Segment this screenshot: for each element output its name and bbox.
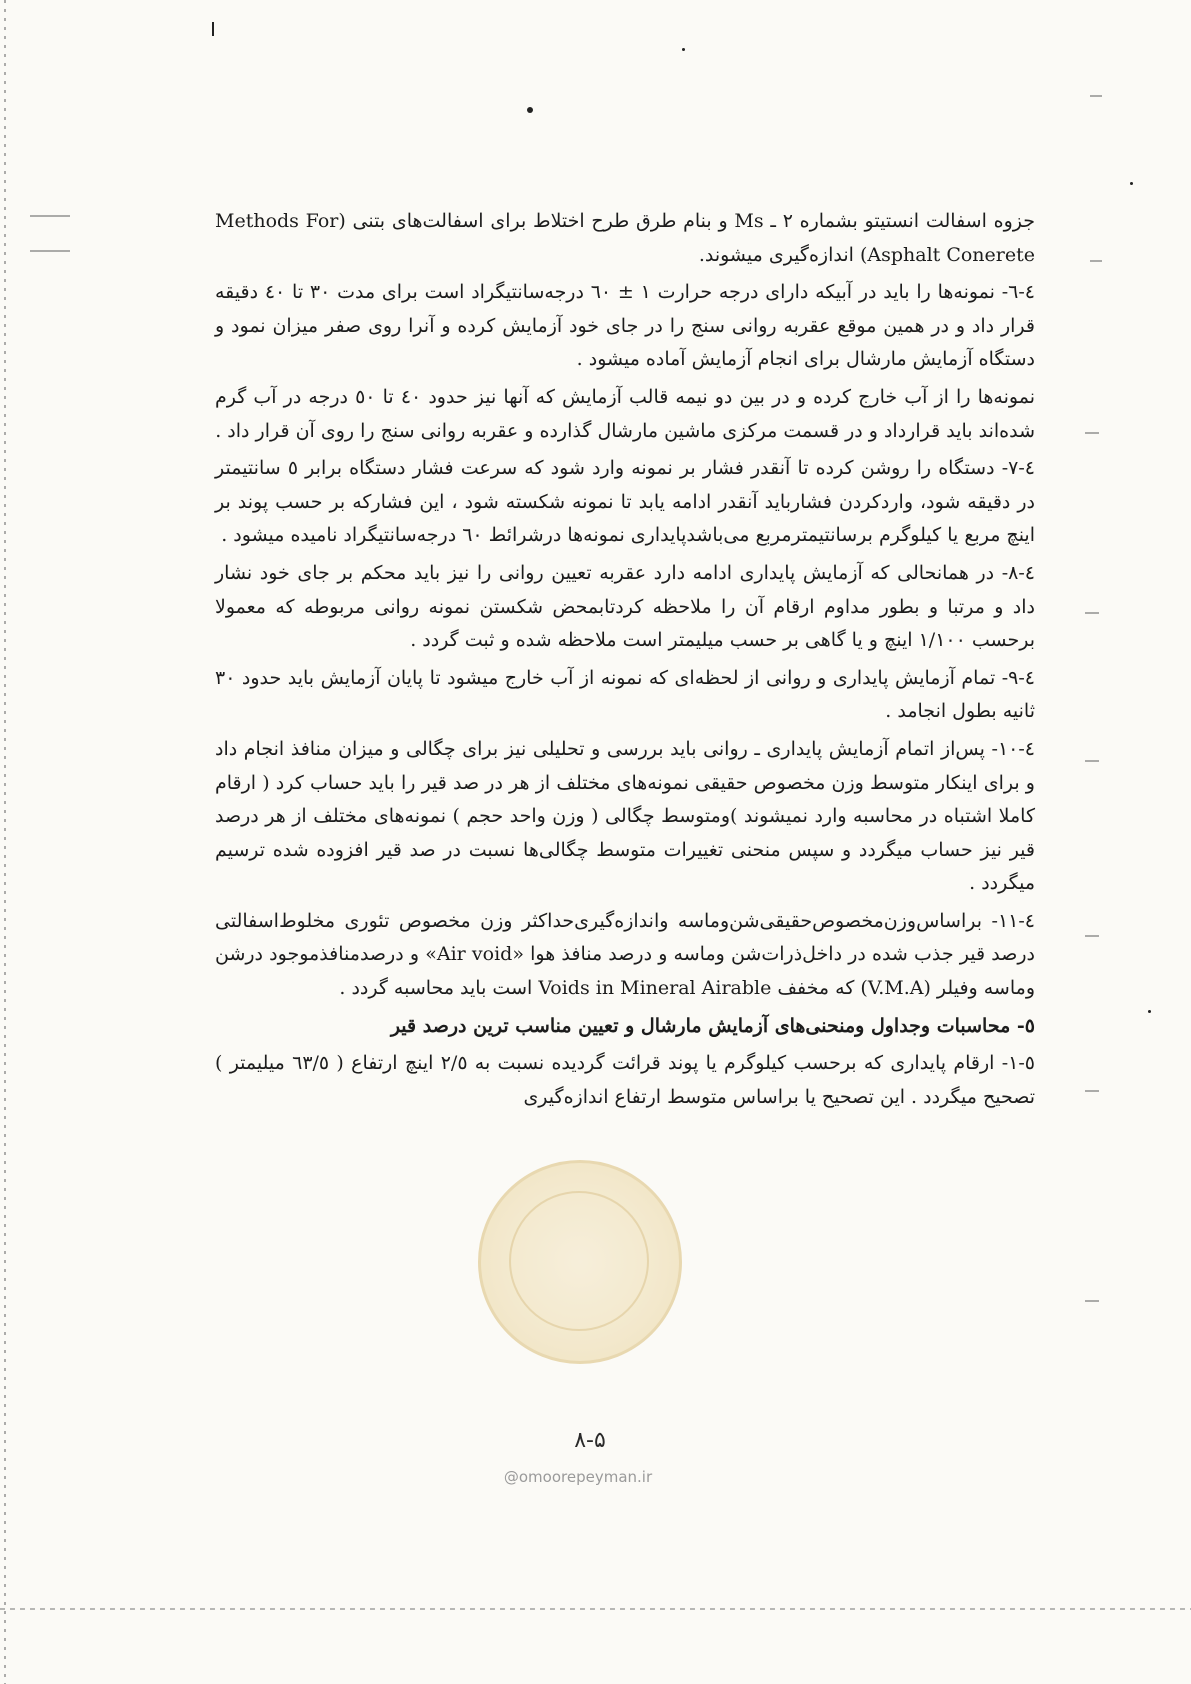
document-body <box>215 205 1035 1385</box>
paragraph-4-8: ٤-٨- در همانحالی که آزمایش پایداری ادامه دارد عقربه تعیین روانی را نیز باید محکم بر جای خود نشار داد و مرتبا و بطور مداوم ارقام آن را ملاحظه کردتابمحض شکستن نمونه روانی مربوطه که معمولا برحسب ١/١٠٠ اینچ و یا گاهی بر حسب میلیمتر است ملاحظه شده و ثبت گردد . <box>215 561 1035 652</box>
page-number: ۸-۵ <box>574 1428 606 1453</box>
section-heading-5: ٥- محاسبات وجداول ومنحنی‌های آزمایش مارشال و تعیین مناسب ترین درصد قیر <box>390 1014 1035 1037</box>
paragraph-5-1: ٥-١- ارقام پایداری که برحسب کیلوگرم یا پوند قرائت گردیده نسبت به ٢/٥ اینچ ارتفاع ( ٦٣/٥ میلیمتر ) تصحیح میگردد . این تصحیح یا براساس متوسط ارتفاع اندازه‌گیری <box>215 1052 1035 1108</box>
paragraph-4-7: ٤-٧- دستگاه را روشن کرده تا آنقدر فشار بر نمونه وارد شود که سرعت فشار دستگاه برابر ٥ سانتیمتر در دقیقه شود، واردکردن فشارباید آنقدر ادامه یابد تا نمونه شکسته شود ، این فشارکه بر حسب پوند بر اینچ مربع یا کیلوگرم برسانتیمترمربع می‌باشدپایداری نمونه‌ها درشرائط ٦٠ درجه‌سانتیگراد نامیده میشود . <box>215 457 1035 547</box>
scan-speck <box>212 22 214 36</box>
margin-tick <box>1085 760 1099 762</box>
watermark-text: @omoorepeyman.ir <box>503 1468 653 1486</box>
margin-tick <box>30 250 70 252</box>
paragraph-4-10: ٤-١٠- پس‌از اتمام آزمایش پایداری ـ روانی باید بررسی و تحلیلی نیز برای چگالی و میزان منافذ انجام داد و برای اینکار متوسط وزن مخصوص حقیقی نمونه‌های مختلف از هر در صد قیر را باید حساب کرد ( ارقام کاملا اشتباه در محاسبه وارد نمیشوند )ومتوسط چگالی ( وزن واحد حجم ) نمونه‌های مختلف از هر درصد قیر نیز حساب میگردد و سپس منحنی تغییرات متوسط چگالی‌ها نسبت در صد قیر افزوده شده ترسیم میگردد . <box>215 737 1035 895</box>
margin-tick <box>1090 260 1102 262</box>
margin-tick <box>30 215 70 217</box>
margin-tick <box>1085 935 1099 937</box>
paragraph-methods: جزوه اسفالت انستیتو بشماره ۲ ـ Ms و بنام طرق طرح اختلاط برای اسفالت‌های بتنی (Methods For Asphalt Conerete) اندازه‌گیری میشوند. <box>215 210 1035 266</box>
paragraph-4-9: ٤-٩- تمام آزمایش پایداری و روانی از لحظه‌ای که نمونه از آب خارج میشود تا پایان آزمایش باید حدود ٣٠ ثانیه بطول انجامد . <box>215 666 1035 723</box>
margin-tick <box>1085 1300 1099 1302</box>
margin-tick <box>1085 1090 1099 1092</box>
scan-speck <box>527 107 533 113</box>
margin-tick <box>1085 612 1099 614</box>
scan-speck <box>1148 1010 1151 1013</box>
margin-tick <box>1090 95 1102 97</box>
margin-tick <box>1085 432 1099 434</box>
paragraph-specimen-placement: نمونه‌ها را از آب خارج کرده و در بین دو نیمه قالب آزمایش که آنها نیز حدود ٤٠ تا ٥٠ درجه در آب گرم شده‌اند باید قرارداد و در قسمت مرکزی ماشین مارشال گذارده و عقربه روانی سنج را روی آن قرار داد . <box>215 385 1035 442</box>
scan-edge-left <box>4 0 6 1684</box>
paragraph-4-11: ٤-١١- براساس‌وزن‌مخصوص‌حقیقی‌شن‌وماسه واندازه‌گیری‌حداکثر وزن مخصوص تئوری مخلوط‌اسفالتی درصد قیر جذب شده در داخل‌ذرات‌شن وماسه و درصد منافذ هوا «Air void» و درصدمنافذموجود درشن وماسه وفیلر (V.M.A) که مخفف Voids in Mineral Airable است باید محاسبه گردد . <box>215 909 1035 1000</box>
scan-edge-bottom <box>0 1608 1191 1610</box>
paragraph-4-6: ٤-٦- نمونه‌ها را باید در آبیکه دارای درجه حرارت ١ ± ٦٠ درجه‌سانتیگراد است برای مدت ٣٠ تا ٤٠ دقیقه قرار داد و در همین موقع عقربه روانی سنج را در جای خود آزمایش کرده و آنرا روی صفر میزان نمود و دستگاه آزمایش مارشال برای انجام آزمایش آماده میشود . <box>215 281 1036 371</box>
scan-speck <box>1130 182 1133 185</box>
scan-speck <box>682 48 685 51</box>
